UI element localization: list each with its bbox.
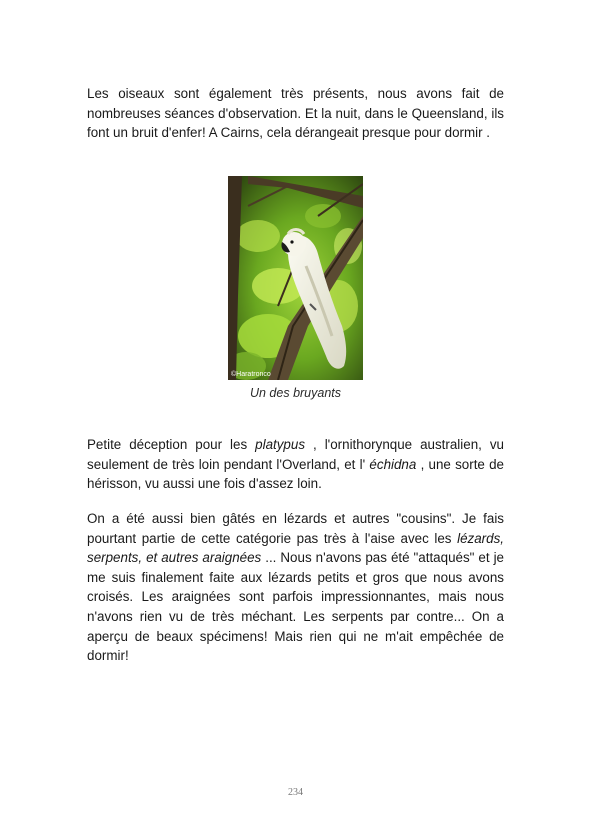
text-segment: , une sorte de hérisson, vu aussi une fois d'assez loin. xyxy=(87,456,505,492)
emphasis-animals: lézards, serpents, et autres araignées xyxy=(87,530,504,566)
page-number: 234 xyxy=(288,787,303,798)
emphasis-platypus: platypus xyxy=(255,437,306,452)
paragraph-lizards xyxy=(87,509,504,666)
text-segment: Petite déception pour les xyxy=(87,437,256,452)
text-segment: ... Nous n'avons pas été "attaqués" et je me suis finalement faite aux lézards petits et gros que nous avons croisés. Les araignées sont parfois impressionnantes, mais nous n'avons rien vu de très méchant. Les serpents par contre... On a aperçu de beaux spécimens! Mais rien qui ne m'ait empêchée de dormir! xyxy=(87,550,504,664)
figure-caption: Un des bruyants xyxy=(249,386,342,400)
photo-watermark: ©Haratronco xyxy=(231,371,271,378)
paragraph-birds: Les oiseaux sont également très présents, nous avons fait de nombreuses séances d'observation. Et la nuit, dans le Queensland, ils font un bruit d'enfer! A Cairns, cela dérangeait presque pour dormir . xyxy=(87,86,504,141)
paragraph-platypus xyxy=(87,435,504,494)
text-segment: , l'ornithorynque australien, vu seulement de très loin pendant l'Overland, et l' xyxy=(87,437,504,472)
cockatoo-illustration xyxy=(228,176,363,380)
cockatoo-photo xyxy=(228,176,363,380)
emphasis-echidna: échidna xyxy=(369,456,417,472)
text-segment: On a été aussi bien gâtés en lézards et autres "cousins". Je fais pourtant partie de cette catégorie pas très à l'aise avec les xyxy=(87,511,504,546)
